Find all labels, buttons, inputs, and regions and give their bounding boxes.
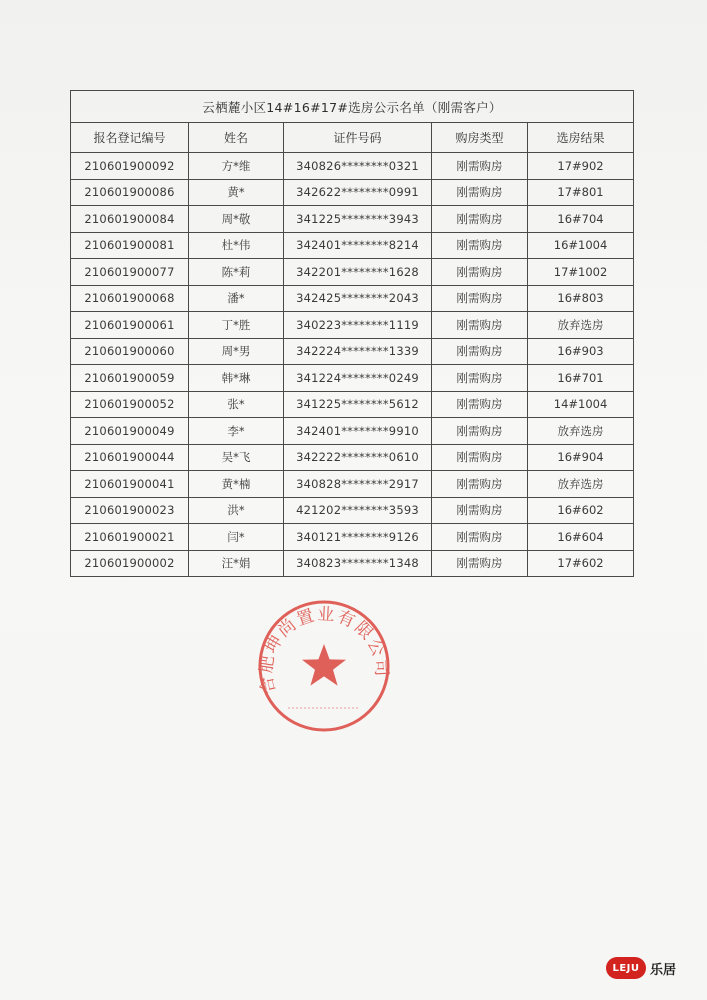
- cell-name: 黄*: [189, 179, 284, 206]
- cell-selection-result: 17#1002: [528, 259, 634, 286]
- cell-name: 韩*琳: [189, 365, 284, 392]
- cell-registration-number: 210601900021: [71, 524, 189, 551]
- selection-list-table: [70, 90, 634, 577]
- cell-registration-number: 210601900002: [71, 550, 189, 577]
- table-row: [71, 550, 634, 577]
- cell-purchase-type: 刚需购房: [432, 206, 528, 233]
- cell-name: 张*: [189, 391, 284, 418]
- cell-purchase-type: 刚需购房: [432, 365, 528, 392]
- cell-id-number: 340823********1348: [284, 550, 432, 577]
- star-icon: [302, 644, 346, 686]
- cell-id-number: 421202********3593: [284, 497, 432, 524]
- cell-id-number: 342401********9910: [284, 418, 432, 445]
- cell-purchase-type: 刚需购房: [432, 232, 528, 259]
- cell-selection-result: 17#801: [528, 179, 634, 206]
- cell-name: 黄*楠: [189, 471, 284, 498]
- cell-purchase-type: 刚需购房: [432, 153, 528, 180]
- cell-name: 洪*: [189, 497, 284, 524]
- cell-id-number: 342622********0991: [284, 179, 432, 206]
- table-row: [71, 497, 634, 524]
- table-header-row: [71, 123, 634, 153]
- cell-purchase-type: 刚需购房: [432, 391, 528, 418]
- cell-registration-number: 210601900059: [71, 365, 189, 392]
- cell-registration-number: 210601900044: [71, 444, 189, 471]
- cell-selection-result: 14#1004: [528, 391, 634, 418]
- cell-registration-number: 210601900086: [71, 179, 189, 206]
- header-registration-number: 报名登记编号: [71, 123, 189, 153]
- table-row: [71, 153, 634, 180]
- cell-selection-result: 16#1004: [528, 232, 634, 259]
- table-row: [71, 179, 634, 206]
- cell-selection-result: 放弃选房: [528, 471, 634, 498]
- cell-registration-number: 210601900060: [71, 338, 189, 365]
- table-title-row: [71, 91, 634, 123]
- cell-selection-result: 16#803: [528, 285, 634, 312]
- cell-registration-number: 210601900052: [71, 391, 189, 418]
- cell-name: 周*男: [189, 338, 284, 365]
- header-purchase-type: 购房类型: [432, 123, 528, 153]
- cell-name: 汪*娟: [189, 550, 284, 577]
- table-row: [71, 524, 634, 551]
- cell-id-number: 341224********0249: [284, 365, 432, 392]
- table-row: [71, 444, 634, 471]
- cell-selection-result: 17#902: [528, 153, 634, 180]
- cell-selection-result: 16#701: [528, 365, 634, 392]
- cell-name: 杜*伟: [189, 232, 284, 259]
- cell-selection-result: 16#602: [528, 497, 634, 524]
- leju-logo-text: 乐居: [650, 962, 677, 978]
- cell-registration-number: 210601900081: [71, 232, 189, 259]
- cell-selection-result: 16#604: [528, 524, 634, 551]
- cell-registration-number: 210601900049: [71, 418, 189, 445]
- table-row: [71, 259, 634, 286]
- cell-id-number: 340828********2917: [284, 471, 432, 498]
- cell-id-number: 341225********3943: [284, 206, 432, 233]
- table-row: [71, 312, 634, 339]
- cell-registration-number: 210601900084: [71, 206, 189, 233]
- cell-purchase-type: 刚需购房: [432, 259, 528, 286]
- company-seal: [254, 596, 394, 736]
- cell-registration-number: 210601900041: [71, 471, 189, 498]
- header-selection-result: 选房结果: [528, 123, 634, 153]
- cell-name: 丁*胜: [189, 312, 284, 339]
- cell-purchase-type: 刚需购房: [432, 550, 528, 577]
- cell-registration-number: 210601900092: [71, 153, 189, 180]
- cell-registration-number: 210601900077: [71, 259, 189, 286]
- cell-purchase-type: 刚需购房: [432, 338, 528, 365]
- header-id-number: 证件号码: [284, 123, 432, 153]
- table-row: [71, 418, 634, 445]
- cell-name: 潘*: [189, 285, 284, 312]
- cell-purchase-type: 刚需购房: [432, 179, 528, 206]
- cell-selection-result: 16#704: [528, 206, 634, 233]
- table-row: [71, 391, 634, 418]
- cell-name: 闫*: [189, 524, 284, 551]
- header-name: 姓名: [189, 123, 284, 153]
- cell-id-number: 342201********1628: [284, 259, 432, 286]
- cell-name: 周*敬: [189, 206, 284, 233]
- table-row: [71, 285, 634, 312]
- cell-selection-result: 16#903: [528, 338, 634, 365]
- cell-name: 陈*莉: [189, 259, 284, 286]
- cell-registration-number: 210601900068: [71, 285, 189, 312]
- cell-purchase-type: 刚需购房: [432, 418, 528, 445]
- cell-registration-number: 210601900023: [71, 497, 189, 524]
- table-body: [71, 153, 634, 577]
- cell-id-number: 340121********9126: [284, 524, 432, 551]
- leju-logo-badge: LEJU: [606, 957, 646, 979]
- table-row: [71, 365, 634, 392]
- cell-id-number: 340826********0321: [284, 153, 432, 180]
- cell-id-number: 341225********5612: [284, 391, 432, 418]
- cell-selection-result: 放弃选房: [528, 312, 634, 339]
- cell-purchase-type: 刚需购房: [432, 524, 528, 551]
- cell-id-number: 342401********8214: [284, 232, 432, 259]
- table-row: [71, 338, 634, 365]
- cell-name: 方*维: [189, 153, 284, 180]
- cell-name: 吴*飞: [189, 444, 284, 471]
- seal-text: 合肥坤尚置业有限公司: [256, 604, 392, 696]
- cell-purchase-type: 刚需购房: [432, 312, 528, 339]
- cell-id-number: 342222********0610: [284, 444, 432, 471]
- table-row: [71, 471, 634, 498]
- cell-purchase-type: 刚需购房: [432, 497, 528, 524]
- leju-logo: [606, 954, 676, 982]
- cell-id-number: 340223********1119: [284, 312, 432, 339]
- cell-id-number: 342224********1339: [284, 338, 432, 365]
- cell-registration-number: 210601900061: [71, 312, 189, 339]
- cell-id-number: 342425********2043: [284, 285, 432, 312]
- cell-purchase-type: 刚需购房: [432, 285, 528, 312]
- cell-selection-result: 16#904: [528, 444, 634, 471]
- cell-purchase-type: 刚需购房: [432, 444, 528, 471]
- cell-selection-result: 17#602: [528, 550, 634, 577]
- cell-purchase-type: 刚需购房: [432, 471, 528, 498]
- table-row: [71, 206, 634, 233]
- cell-name: 李*: [189, 418, 284, 445]
- cell-selection-result: 放弃选房: [528, 418, 634, 445]
- table-row: [71, 232, 634, 259]
- document-title: 云栖麓小区14#16#17#选房公示名单（刚需客户）: [71, 91, 634, 123]
